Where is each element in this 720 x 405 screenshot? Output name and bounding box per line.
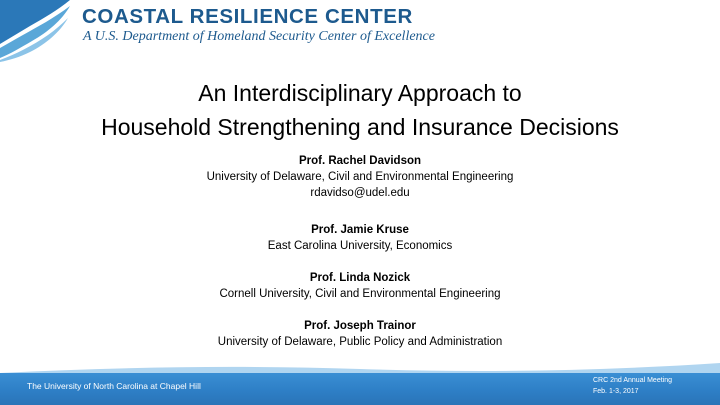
org-name: COASTAL RESILIENCE CENTER	[82, 5, 413, 28]
author-name: Prof. Linda Nozick	[309, 272, 411, 284]
slide-title-line-1: An Interdisciplinary Approach to	[198, 80, 522, 106]
author-affiliation: Cornell University, Civil and Environmental Engineering	[219, 288, 501, 300]
slide-title-line-2: Household Strengthening and Insurance Decisions	[101, 114, 619, 140]
author-affiliation: University of Delaware, Civil and Environmental Engineering	[206, 171, 514, 183]
author-name: Prof. Joseph Trainor	[304, 320, 416, 332]
author-email: rdavidso@udel.edu	[310, 187, 410, 199]
footer-dates: Feb. 1-3, 2017	[593, 388, 639, 395]
author-block-2	[0, 222, 720, 254]
author-name: Prof. Rachel Davidson	[298, 155, 422, 167]
author-block-4	[0, 318, 720, 350]
coastal-resilience-logo-icon	[0, 0, 80, 62]
author-block-3	[0, 270, 720, 302]
author-block-1	[0, 153, 720, 201]
footer-institution: The University of North Carolina at Chapel Hill	[27, 381, 201, 391]
org-tagline: A U.S. Department of Homeland Security Center of Excellence	[83, 29, 435, 44]
footer-event: CRC 2nd Annual Meeting	[593, 377, 672, 384]
author-affiliation: East Carolina University, Economics	[267, 240, 453, 252]
author-name: Prof. Jamie Kruse	[311, 224, 409, 236]
author-affiliation: University of Delaware, Public Policy and Administration	[217, 336, 503, 348]
